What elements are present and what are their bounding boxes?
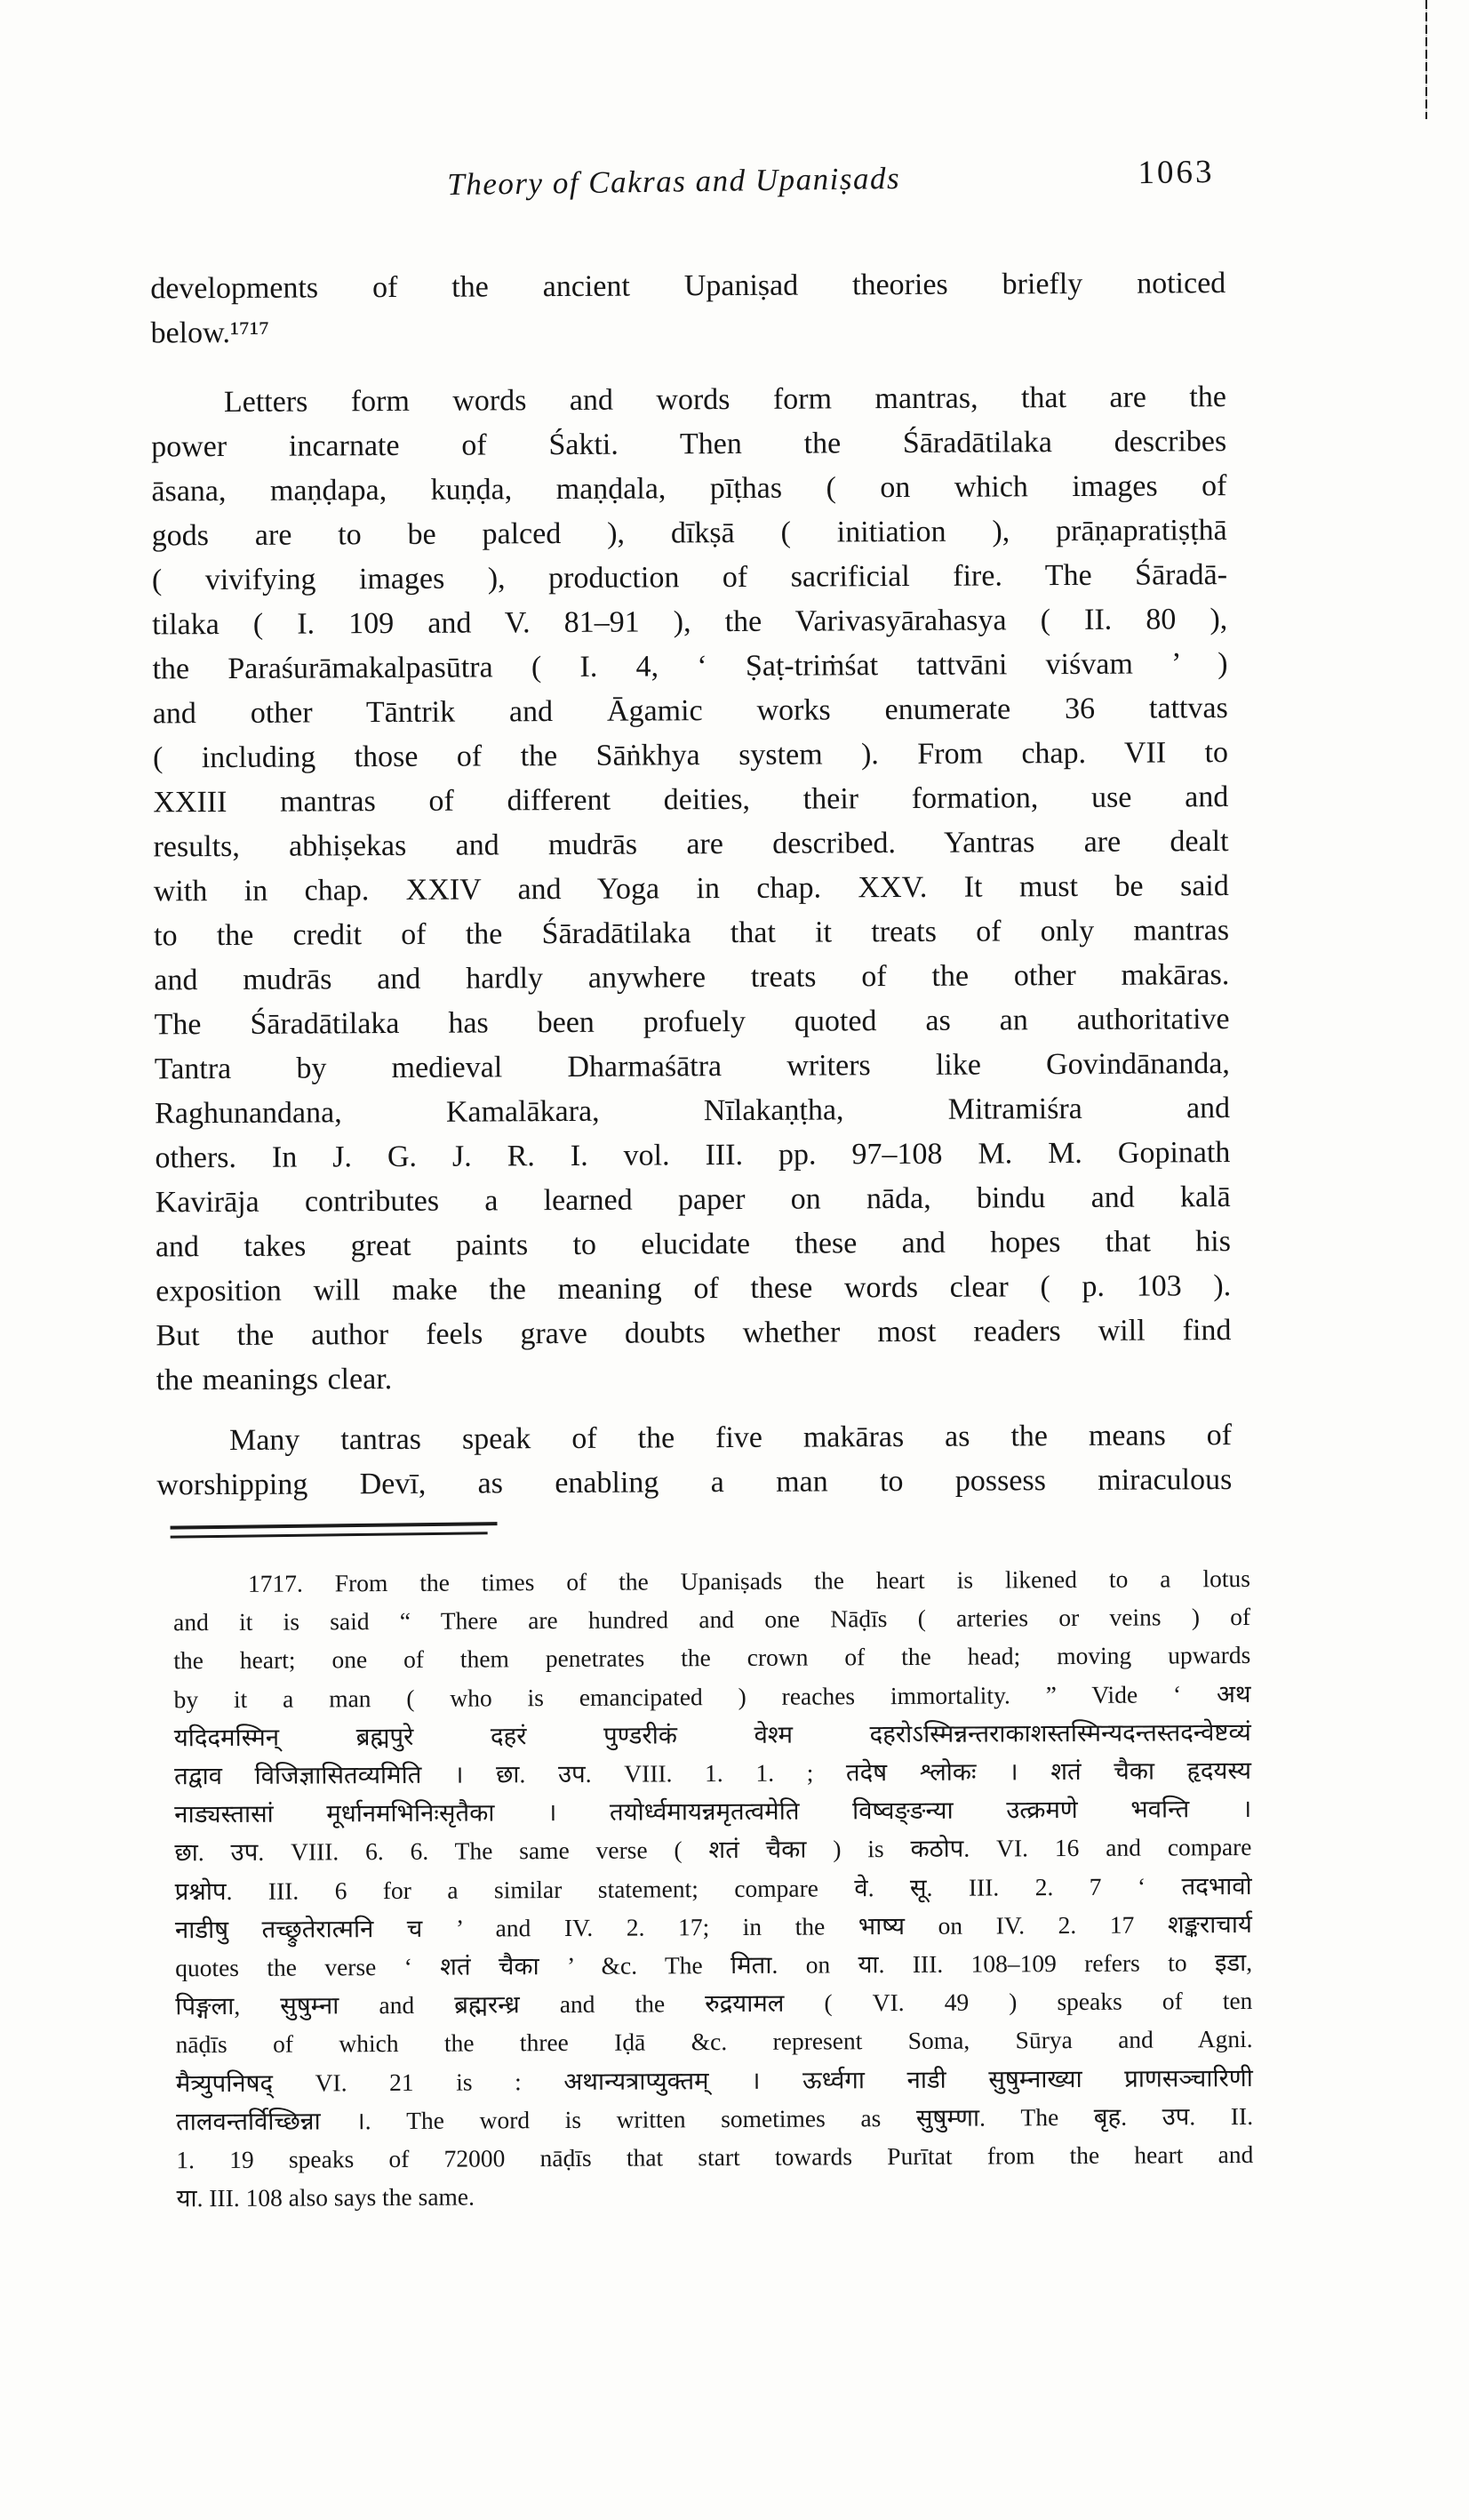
paragraph-continuation — [150, 261, 1226, 356]
text-line: to the credit of the Śāradātilaka that it treats of only mantras — [153, 914, 1230, 953]
text-line: Raghunandana, Kamalākara, Nīlakaṇṭha, Mitramiśra and — [155, 1092, 1231, 1131]
text-line: 1. 19 speaks of 72000 nāḍīs that start towards Purītat from the heart and — [176, 2140, 1254, 2174]
text-line: the meanings clear. — [156, 1363, 393, 1397]
text-line: nāḍīs of which the three Iḍā &c. represent Soma, Sūrya and Agni. — [175, 2025, 1253, 2059]
text-line: 1717. From the times of the Upaniṣads the heart is likened to a lotus — [247, 1564, 1250, 1597]
page-number: 1063 — [1138, 153, 1215, 192]
text-line: by it a man ( who is emancipated ) reaches immortality. ” Vide ‘ अथ — [173, 1679, 1251, 1713]
footnote-separator — [171, 1522, 498, 1538]
text-line: āsana, maṇḍapa, kuṇḍa, maṇḍala, pīṭhas ( on which images of — [151, 469, 1227, 508]
text-line: The Śāradātilaka has been profuely quoted as an authoritative — [154, 1003, 1230, 1042]
text-line: नाड्यस्तासां मूर्धानमभिनिःसृतैका । तयोर्ध्वमायन्नमृतत्वमेति विष्वङ्ङन्या उत्क्रमणे भवन्ति । — [174, 1795, 1252, 1828]
text-line: tilaka ( I. 109 and V. 81–91 ), the Varivasyārahasya ( II. 80 ), — [152, 603, 1228, 642]
text-line: ( including those of the Sāṅkhya system ). From chap. VII to — [152, 736, 1229, 775]
text-line: Kavirāja contributes a learned paper on nāda, bindu and kalā — [155, 1180, 1231, 1220]
text-line: Letters form words and words form mantras, that are the — [223, 380, 1227, 419]
text-line: मैत्र्युपनिषद् VI. 21 is : अथान्यत्राप्युक्तम् । ऊर्ध्वगा नाडी सुषुम्नाख्या प्राणसञ्चारिणी — [175, 2063, 1253, 2097]
text-line: and other Tāntrik and Āgamic works enumerate 36 tattvas — [152, 692, 1228, 731]
text-line: छा. उप. VIII. 6. 6. The same verse ( शतं चैका ) is कठोप. VI. 16 and compare — [174, 1833, 1252, 1867]
text-line: प्रश्नोप. III. 6 for a similar statement; compare वे. सू. III. 2. 7 ‘ तदभावो — [174, 1871, 1252, 1905]
text-line: below.¹⁷¹⁷ — [150, 316, 270, 350]
text-line: नाडीषु तच्छ्रुतेरात्मनि च ’ and IV. 2. 17; in the भाष्य on IV. 2. 17 शङ्कराचार्य — [174, 1909, 1252, 1944]
text-line: तद्वाव विजिज्ञासितव्यमिति । छा. उप. VIII. 1. 1. ; तदेष श्लोकः । शतं चैका हृदयस्य — [173, 1756, 1252, 1790]
separator-rule-top — [171, 1522, 498, 1529]
text-line: and mudrās and hardly anywhere treats of the other makāras. — [154, 958, 1230, 997]
page-header — [149, 153, 1225, 228]
text-line: worshipping Devī, as enabling a man to possess miraculous — [156, 1463, 1233, 1502]
text-line: and it is said “ There are hundred and one Nāḍīs ( arteries or veins ) of — [173, 1603, 1251, 1636]
text-line: यदिदमस्मिन् ब्रह्मपुरे दहरं पुण्डरीकं वेश्म दहरोऽस्मिन्नन्तराकाशस्तस्मिन्यदन्तस्तदन्वेष्टव्यं — [173, 1717, 1251, 1752]
footnote — [173, 1559, 1254, 2218]
text-line: power incarnate of Śakti. Then the Śāradātilaka describes — [151, 425, 1227, 464]
text-line: developments of the ancient Upaniṣad theories briefly noticed — [150, 267, 1226, 306]
text-line: Many tantras speak of the five makāras as the means of — [228, 1419, 1233, 1457]
text-line: quotes the verse ‘ शतं चैका ’ &c. The मिता. on या. III. 108–109 refers to इडा, — [175, 1948, 1253, 1982]
text-line: and takes great paints to elucidate these and hopes that his — [155, 1225, 1231, 1264]
text-line: exposition will make the meaning of these words clear ( p. 103 ). — [156, 1269, 1232, 1308]
text-line: Tantra by medieval Dharmaśātra writers like Govindānanda, — [154, 1047, 1230, 1086]
text-line: पिङ्गला, सुषुम्ना and ब्रह्मरन्ध्र and the रुद्रयामल ( VI. 49 ) speaks of ten — [175, 1987, 1253, 2020]
text-line: या. III. 108 also says the same. — [176, 2182, 475, 2212]
text-line: ( vivifying images ), production of sacrificial fire. The Śāradā- — [151, 558, 1228, 597]
running-title: Theory of Cakras and Upaniṣads — [447, 160, 901, 203]
text-line: तालवन्तर्विच्छिन्ना ।. The word is written sometimes as सुषुम्णा. The बृह. उप. II. — [175, 2101, 1254, 2136]
text-line: results, abhiṣekas and mudrās are described. Yantras are dealt — [153, 825, 1229, 864]
text-line: But the author feels grave doubts whether most readers will find — [156, 1314, 1232, 1353]
text-line: the heart; one of them penetrates the crown of the head; moving upwards — [173, 1641, 1251, 1675]
text-line: gods are to be palced ), dīkṣā ( initiation ), prāṇapratiṣṭhā — [151, 514, 1227, 553]
paragraph-last — [156, 1413, 1233, 1508]
separator-rule-bottom — [171, 1532, 488, 1538]
text-line: others. In J. G. J. R. I. vol. III. pp. 97–108 M. M. Gopinath — [155, 1136, 1231, 1175]
text-line: with in chap. XXIV and Yoga in chap. XXV. It must be said — [153, 869, 1229, 908]
paragraph-main — [151, 375, 1232, 1403]
text-line: the Paraśurāmakalpasūtra ( I. 4, ‘ Ṣaṭ-triṁśat tattvāni viśvam ’ ) — [152, 647, 1228, 686]
text-line: XXIII mantras of different deities, their formation, use and — [153, 780, 1229, 820]
